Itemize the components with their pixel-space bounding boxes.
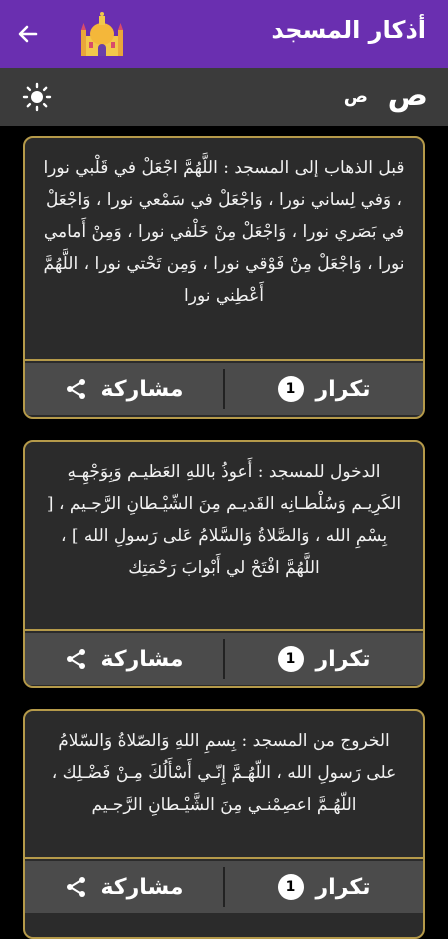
back-arrow-icon[interactable]: [12, 18, 44, 50]
card-actions: [25, 363, 423, 415]
decrease-font-button[interactable]: ص: [343, 86, 368, 107]
card-actions: [25, 861, 423, 913]
share-icon: [64, 647, 88, 671]
brightness-icon[interactable]: [22, 82, 52, 112]
zikr-text: الدخول للمسجد : أَعوذُ باللهِ العَظيـم وَبِوَجْهِـهِ الكَرِيـم وَسُلْطـانِه القَديـم مِنَ الشّيْـطانِ الرَّجـيم ، [ بِسْمِ الله ، وَالصَّلاةُ وَالسَّلامُ عَلى رَسولِ الله ] ، اللَّهُمَّ افْتَحْ لي أَبْوابَ رَحْمَتِك: [46, 462, 402, 578]
share-button[interactable]: [25, 363, 223, 415]
repeat-label: تكرار: [315, 646, 371, 672]
zikr-text: قبل الذهاب إلى المسجد : اللَّهُمَّ اجْعَلْ في قَلْبي نورا ، وَفي لِساني نورا ، وَاجْعَلْ في سَمْعي نورا ، وَاجْعَلْ في بَصَري نورا ، وَاجْعَلْ مِنْ خَلْفي نورا ، وَمِنْ أَمامي نورا ، وَاجْعَلْ مِنْ فَوْقي نورا ، وَمِن تَحْتي نورا ، اللَّهُمَّ أَعْطِني نورا: [43, 158, 405, 306]
repeat-count-badge: 1: [278, 376, 304, 402]
zikr-card: [23, 709, 425, 939]
app-bar: [0, 0, 448, 68]
repeat-count-badge: 1: [278, 874, 304, 900]
repeat-label: تكرار: [315, 376, 371, 402]
share-label: مشاركة: [100, 646, 184, 672]
repeat-counter-button[interactable]: [225, 363, 423, 415]
share-label: مشاركة: [100, 874, 184, 900]
increase-font-button[interactable]: ص: [387, 78, 428, 113]
card-divider: [25, 629, 423, 631]
zikr-card: [23, 440, 425, 688]
repeat-count-badge: 1: [278, 646, 304, 672]
zikr-card: [23, 136, 425, 419]
share-icon: [64, 875, 88, 899]
page-title: أذكار المسجد: [271, 16, 426, 44]
card-actions: [25, 633, 423, 685]
share-button[interactable]: [25, 633, 223, 685]
text-toolbar: [0, 68, 448, 126]
share-icon: [64, 377, 88, 401]
card-divider: [25, 359, 423, 361]
repeat-label: تكرار: [315, 874, 371, 900]
zikr-text: الخروج من المسجد : بِسمِ اللهِ وَالصّلاةُ وَالسّلامُ على رَسولِ الله ، اللّهُـمَّ إِنّـي أَسْأَلُكَ مِـنْ فَضْـلِك ، اللّهُـمَّ اعصِمْنـي مِنَ الشَّيْـطانِ الرَّجـيم: [51, 731, 397, 815]
mosque-icon: [78, 10, 126, 58]
repeat-counter-button[interactable]: [225, 861, 423, 913]
share-label: مشاركة: [100, 376, 184, 402]
share-button[interactable]: [25, 861, 223, 913]
repeat-counter-button[interactable]: [225, 633, 423, 685]
card-divider: [25, 857, 423, 859]
